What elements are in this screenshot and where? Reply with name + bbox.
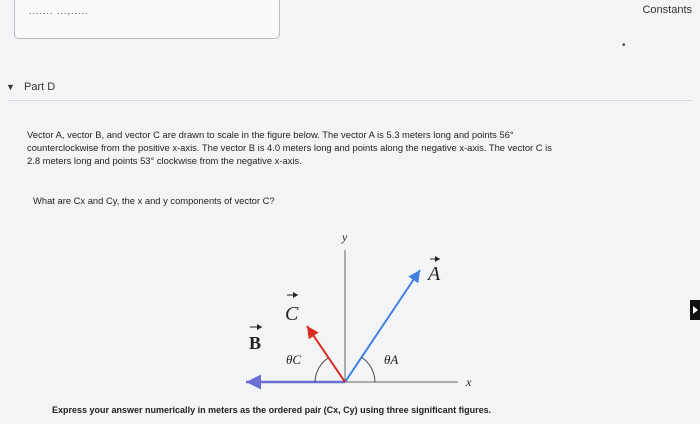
previous-part-text: ....... ...,.....: [29, 6, 89, 16]
problem-line-1: Vector A, vector B, and vector C are drawn to scale in the figure below. The vector A is 5.3 meters long and points 56°: [27, 129, 514, 140]
answer-instruction: Express your answer numerically in meters as the ordered pair (Cx, Cy) using three significant figures.: [52, 405, 492, 415]
vector-a-label: A: [428, 263, 441, 285]
vector-a: [345, 270, 420, 382]
vector-c-label: C: [285, 303, 299, 325]
question-text: What are Cx and Cy, the x and y components of vector C?: [33, 195, 275, 206]
theta-a-label: θA: [384, 352, 399, 367]
problem-line-3: 2.8 meters long and points 53° clockwise from the negative x-axis.: [27, 155, 302, 166]
vector-c: [307, 326, 345, 382]
y-axis-label: y: [342, 230, 348, 244]
x-axis-label: x: [466, 375, 472, 389]
theta-c-label: θC: [286, 352, 302, 367]
side-expand-tab[interactable]: [690, 300, 700, 320]
dot-marker: •: [622, 40, 626, 51]
problem-line-2: counterclockwise from the positive x-axis. The vector B is 4.0 meters long and points along the negative x-axis. The vector C is: [27, 142, 552, 153]
vector-b-label: B: [249, 333, 262, 353]
collapse-caret-icon[interactable]: ▼: [6, 82, 15, 92]
part-label: Part D: [24, 81, 56, 93]
theta-a-arc: [361, 357, 375, 382]
theta-c-arc: [315, 358, 328, 382]
constants-link[interactable]: Constants: [642, 4, 692, 16]
